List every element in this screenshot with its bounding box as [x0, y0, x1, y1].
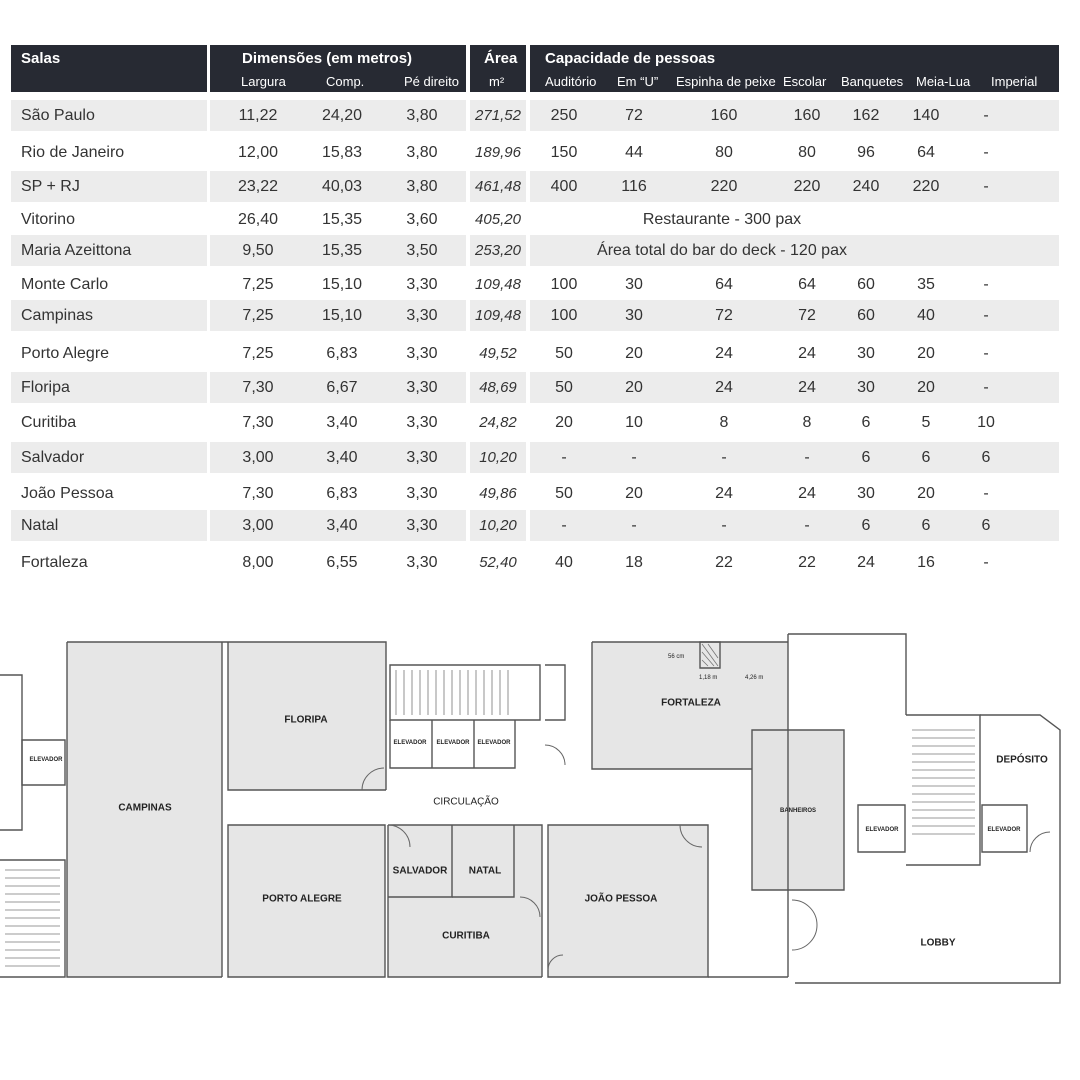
cell-cap-em-u: 20 [625, 345, 643, 362]
cell-cap-escolar: 220 [793, 178, 821, 195]
cell-room-name: Porto Alegre [21, 345, 110, 362]
cell-cap-auditorio: 50 [555, 485, 573, 502]
cell-largura: 3,00 [242, 449, 274, 466]
elevador-3: ELEVADOR [477, 740, 511, 746]
cell-pe-direito: 3,30 [406, 345, 438, 362]
elevador-left: ELEVADOR [29, 757, 63, 763]
cell-cap-escolar: 24 [798, 345, 816, 362]
cell-cap-escolar: - [804, 449, 810, 466]
cell-pe-direito: 3,30 [406, 449, 438, 466]
cell-cap-meia-lua: 6 [921, 449, 931, 466]
cell-cap-imperial: 6 [981, 449, 991, 466]
cell-cap-em-u: - [631, 517, 637, 534]
cell-cap-meia-lua: 40 [917, 307, 935, 324]
cell-cap-auditorio: 100 [550, 276, 578, 293]
cell-cap-meia-lua: 140 [912, 107, 940, 124]
elevador-4: ELEVADOR [865, 827, 899, 833]
cell-cap-banquetes: 6 [861, 414, 871, 431]
room-fortaleza: FORTALEZA [661, 697, 721, 709]
cell-largura: 3,00 [242, 517, 274, 534]
cell-cap-meia-lua: 20 [917, 345, 935, 362]
cell-pe-direito: 3,80 [406, 144, 438, 161]
cell-room-name: Monte Carlo [21, 276, 109, 293]
header-espinha: Espinha de peixe [676, 74, 776, 89]
room-floripa: FLORIPA [284, 714, 328, 726]
cell-cap-banquetes: 30 [857, 485, 875, 502]
cell-cap-meia-lua: 35 [917, 276, 935, 293]
elevador-1: ELEVADOR [393, 740, 427, 746]
cell-area: 10,20 [479, 517, 517, 534]
cell-cap-espinha: 24 [715, 379, 733, 396]
cell-cap-em-u: 30 [625, 276, 643, 293]
cell-cap-imperial: - [983, 379, 989, 396]
cell-capacity-note: Restaurante - 300 pax [642, 211, 802, 228]
elevador-5: ELEVADOR [987, 827, 1021, 833]
cell-cap-espinha: 220 [710, 178, 738, 195]
cell-largura: 7,25 [242, 345, 274, 362]
cell-comp: 15,10 [321, 276, 363, 293]
cell-cap-em-u: 72 [625, 107, 643, 124]
cell-cap-espinha: 24 [715, 485, 733, 502]
cell-cap-auditorio: - [561, 517, 567, 534]
cell-room-name: Curitiba [21, 414, 77, 431]
room-salvador: SALVADOR [392, 865, 448, 877]
cell-pe-direito: 3,50 [406, 242, 438, 259]
cell-largura: 26,40 [237, 211, 279, 228]
cell-pe-direito: 3,30 [406, 379, 438, 396]
table-row [11, 235, 1059, 266]
cell-cap-em-u: 30 [625, 307, 643, 324]
cell-room-name: Floripa [21, 379, 70, 396]
cell-capacity-note: Área total do bar do deck - 120 pax [597, 242, 847, 259]
room-campinas: CAMPINAS [118, 802, 172, 814]
cell-cap-banquetes: 6 [861, 449, 871, 466]
table-row [11, 171, 1059, 202]
cell-pe-direito: 3,80 [406, 178, 438, 195]
cell-cap-escolar: 22 [798, 554, 816, 571]
cell-area: 48,69 [479, 379, 517, 396]
cell-cap-em-u: - [631, 449, 637, 466]
cell-cap-escolar: 64 [798, 276, 816, 293]
header-em-u: Em “U” [617, 74, 659, 89]
cell-cap-auditorio: 50 [555, 345, 573, 362]
cell-pe-direito: 3,30 [406, 554, 438, 571]
header-imperial: Imperial [991, 74, 1038, 89]
cell-cap-auditorio: 100 [550, 307, 578, 324]
cell-comp: 3,40 [326, 449, 358, 466]
cell-cap-espinha: - [721, 517, 727, 534]
cell-comp: 6,83 [326, 485, 358, 502]
room-circulacao: CIRCULAÇÃO [433, 796, 499, 808]
cell-cap-auditorio: 40 [555, 554, 573, 571]
cell-cap-espinha: - [721, 449, 727, 466]
cell-cap-escolar: 80 [798, 144, 816, 161]
cell-pe-direito: 3,30 [406, 517, 438, 534]
table-row [11, 204, 1059, 235]
dimension-118m: 1,18 m [699, 675, 718, 681]
cell-room-name: São Paulo [21, 107, 95, 124]
cell-cap-banquetes: 240 [852, 178, 880, 195]
header-auditorio: Auditório [545, 74, 597, 89]
cell-cap-auditorio: 20 [555, 414, 573, 431]
cell-cap-banquetes: 30 [857, 345, 875, 362]
cell-cap-auditorio: 150 [550, 144, 578, 161]
cell-comp: 6,55 [326, 554, 358, 571]
cell-cap-escolar: 160 [793, 107, 821, 124]
cell-area: 49,86 [479, 485, 517, 502]
dimension-426m: 4,26 m [745, 675, 764, 681]
table-row [11, 100, 1059, 131]
cell-largura: 7,25 [242, 307, 274, 324]
cell-cap-imperial: 6 [981, 517, 991, 534]
cell-cap-imperial: - [983, 554, 989, 571]
cell-pe-direito: 3,30 [406, 414, 438, 431]
header-dimensoes-label: Dimensões (em metros) [242, 50, 413, 67]
cell-cap-escolar: 24 [798, 485, 816, 502]
table-row [11, 269, 1059, 300]
cell-room-name: João Pessoa [21, 485, 114, 502]
cell-cap-espinha: 80 [715, 144, 733, 161]
cell-area: 189,96 [475, 144, 521, 161]
header-dimensoes [210, 45, 466, 92]
cell-largura: 9,50 [242, 242, 274, 259]
header-area [470, 45, 526, 92]
cell-comp: 15,35 [321, 242, 363, 259]
header-area-unit: m² [489, 74, 505, 89]
cell-room-name: Fortaleza [21, 554, 88, 571]
table-row [11, 137, 1059, 168]
table-row [11, 478, 1059, 509]
cell-cap-escolar: - [804, 517, 810, 534]
cell-cap-em-u: 20 [625, 485, 643, 502]
cell-area: 405,20 [475, 211, 521, 228]
cell-room-name: Maria Azeittona [21, 242, 132, 259]
cell-largura: 8,00 [242, 554, 274, 571]
dimension-56cm: 56 cm [668, 654, 685, 660]
cell-comp: 3,40 [326, 414, 358, 431]
cell-cap-meia-lua: 220 [912, 178, 940, 195]
cell-cap-em-u: 44 [625, 144, 643, 161]
cell-largura: 7,30 [242, 414, 274, 431]
cell-cap-auditorio: 400 [550, 178, 578, 195]
cell-pe-direito: 3,60 [406, 211, 438, 228]
cell-room-name: Vitorino [21, 211, 75, 228]
header-meia-lua: Meia-Lua [916, 74, 971, 89]
cell-cap-em-u: 18 [625, 554, 643, 571]
cell-cap-banquetes: 6 [861, 517, 871, 534]
cell-cap-escolar: 8 [802, 414, 812, 431]
cell-cap-banquetes: 24 [857, 554, 875, 571]
header-salas-label: Salas [21, 50, 61, 67]
room-natal: NATAL [468, 865, 502, 877]
cell-comp: 6,83 [326, 345, 358, 362]
cell-room-name: Salvador [21, 449, 85, 466]
cell-cap-em-u: 10 [625, 414, 643, 431]
cell-area: 52,40 [479, 554, 517, 571]
cell-largura: 23,22 [237, 178, 279, 195]
header-largura: Largura [241, 74, 286, 89]
cell-area: 24,82 [479, 414, 517, 431]
header-salas [11, 45, 207, 92]
header-escolar: Escolar [783, 74, 827, 89]
elevador-2: ELEVADOR [436, 740, 470, 746]
header-banquetes: Banquetes [841, 74, 904, 89]
cell-largura: 11,22 [238, 107, 278, 124]
cell-cap-espinha: 8 [719, 414, 729, 431]
header-pe-direito: Pé direito [404, 74, 459, 89]
cell-cap-imperial: - [983, 345, 989, 362]
cell-cap-imperial: - [983, 144, 989, 161]
cell-pe-direito: 3,30 [406, 485, 438, 502]
cell-comp: 15,35 [321, 211, 363, 228]
cell-comp: 15,83 [321, 144, 363, 161]
cell-cap-meia-lua: 64 [917, 144, 935, 161]
cell-cap-meia-lua: 20 [917, 485, 935, 502]
cell-cap-meia-lua: 5 [921, 414, 931, 431]
table-row [11, 338, 1059, 369]
cell-cap-meia-lua: 20 [917, 379, 935, 396]
table-row [11, 547, 1059, 578]
cell-area: 271,52 [475, 107, 521, 124]
cell-cap-meia-lua: 16 [917, 554, 935, 571]
room-deposito: DEPÓSITO [996, 754, 1048, 766]
cell-cap-imperial: - [983, 178, 989, 195]
cell-cap-meia-lua: 6 [921, 517, 931, 534]
cell-room-name: Rio de Janeiro [21, 144, 125, 161]
cell-cap-imperial: 10 [977, 414, 995, 431]
room-lobby: LOBBY [920, 937, 956, 949]
cell-cap-imperial: - [983, 485, 989, 502]
cell-pe-direito: 3,30 [406, 276, 438, 293]
cell-comp: 15,10 [321, 307, 363, 324]
cell-area: 109,48 [475, 307, 521, 324]
cell-cap-auditorio: 250 [550, 107, 578, 124]
table-row [11, 407, 1059, 438]
cell-cap-espinha: 160 [710, 107, 738, 124]
floor-plan [0, 620, 1080, 1000]
cell-cap-espinha: 72 [715, 307, 733, 324]
cell-room-name: Campinas [21, 307, 94, 324]
cell-largura: 7,30 [242, 485, 274, 502]
table-row [11, 300, 1059, 331]
cell-cap-banquetes: 60 [857, 276, 875, 293]
cell-room-name: Natal [21, 517, 59, 534]
cell-cap-espinha: 64 [715, 276, 733, 293]
cell-largura: 12,00 [237, 144, 279, 161]
cell-comp: 24,20 [321, 107, 363, 124]
cell-cap-em-u: 20 [625, 379, 643, 396]
header-comp: Comp. [326, 74, 365, 89]
cell-cap-auditorio: 50 [555, 379, 573, 396]
table-row [11, 442, 1059, 473]
cell-largura: 7,30 [242, 379, 274, 396]
cell-cap-escolar: 24 [798, 379, 816, 396]
cell-area: 109,48 [475, 276, 521, 293]
room-curitiba: CURITIBA [442, 930, 490, 942]
cell-comp: 6,67 [326, 379, 358, 396]
header-capacidade [530, 45, 1059, 92]
cell-area: 10,20 [479, 449, 517, 466]
cell-cap-banquetes: 162 [852, 107, 880, 124]
cell-comp: 3,40 [326, 517, 358, 534]
cell-cap-auditorio: - [561, 449, 567, 466]
room-porto-alegre: PORTO ALEGRE [262, 893, 342, 905]
cell-cap-banquetes: 30 [857, 379, 875, 396]
cell-cap-espinha: 22 [715, 554, 733, 571]
cell-cap-em-u: 116 [621, 178, 647, 195]
cell-cap-banquetes: 96 [857, 144, 875, 161]
cell-cap-banquetes: 60 [857, 307, 875, 324]
cell-cap-escolar: 72 [798, 307, 816, 324]
cell-cap-imperial: - [983, 107, 989, 124]
room-joao-pessoa: JOÃO PESSOA [584, 893, 658, 905]
cell-cap-imperial: - [983, 276, 989, 293]
header-area-label: Área [484, 50, 518, 67]
cell-area: 461,48 [475, 178, 521, 195]
table-row [11, 372, 1059, 403]
table-row [11, 510, 1059, 541]
cell-cap-espinha: 24 [715, 345, 733, 362]
cell-room-name: SP + RJ [21, 178, 80, 195]
cell-pe-direito: 3,80 [406, 107, 438, 124]
room-banheiros: BANHEIROS [779, 808, 817, 814]
cell-cap-imperial: - [983, 307, 989, 324]
cell-pe-direito: 3,30 [406, 307, 438, 324]
header-capacidade-label: Capacidade de pessoas [545, 50, 716, 67]
cell-area: 49,52 [479, 345, 517, 362]
cell-area: 253,20 [475, 242, 521, 259]
cell-comp: 40,03 [321, 178, 363, 195]
cell-largura: 7,25 [242, 276, 274, 293]
